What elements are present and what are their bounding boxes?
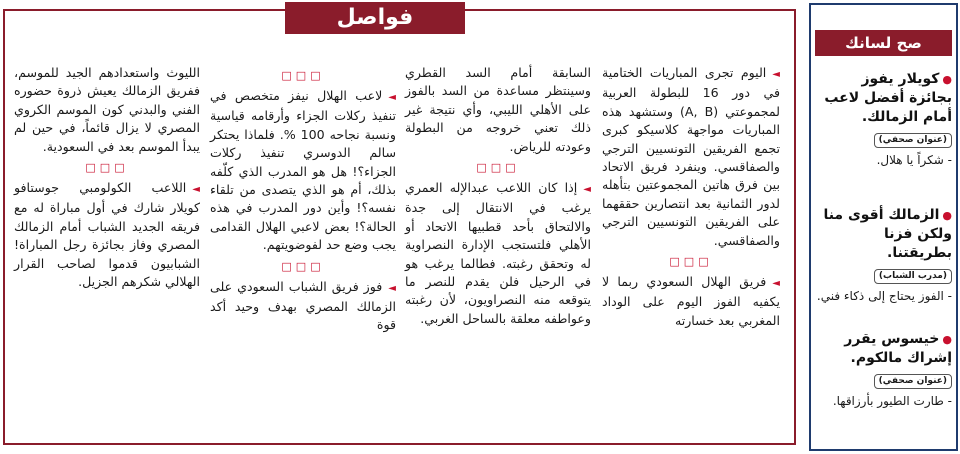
paragraph-text: اللاعب الكولومبي جوستافو كويلار شارك في أول مباراة له مع فريقه الجديد الشباب أمام الزمالك المصري وفاز بجائزة رجل المباراة! الشبابيون قدموا لصاحب القرار الهلالي شكرهم الجزيل. bbox=[14, 180, 200, 290]
sidebar-title: صح لسانك bbox=[815, 30, 952, 56]
paragraph-marker-icon: ◄ bbox=[583, 184, 591, 196]
section-separator: □□□ bbox=[476, 161, 520, 175]
sidebar-item bbox=[816, 206, 952, 305]
article-column-4 bbox=[14, 64, 200, 291]
paragraph-marker-icon: ◄ bbox=[388, 282, 396, 294]
sidebar-source: (عنوان صحفي) bbox=[874, 133, 952, 148]
paragraph-marker-icon: ◄ bbox=[192, 184, 200, 196]
section-separator: □□□ bbox=[281, 69, 325, 82]
article-paragraph bbox=[602, 64, 780, 250]
sidebar-source: (عنوان صحفي) bbox=[874, 374, 952, 389]
paragraph-marker-icon: ◄ bbox=[388, 92, 396, 103]
paragraph-text: لاعب الهلال نيفز متخصص في تنفيذ ركلات الجزاء وأرقامه قياسية ونسبة نجاحه 100 %. فلماذا يحتكر سالم الدوسري تنفيذ ركلات الجزاء؟! هل هو المدرب الذي كلّفه بذلك، أم هو الذي يتصدى من تلقاء نفسه؟! وأين دور المدرب في هذه الحالة؟! بعض لاعبي الهلال القدامى يجب وضع حد لفوضويتهم. bbox=[210, 88, 397, 253]
sidebar-quote: - شكراً يا هلال. bbox=[876, 153, 952, 167]
article-paragraph bbox=[210, 87, 396, 255]
sidebar-source: (مدرب الشباب) bbox=[874, 269, 952, 284]
paragraph-marker-icon: ◄ bbox=[772, 278, 780, 290]
paragraph-text: الليوث واستعدادهم الجيد للموسم، ففريق الزمالك يعيش ذروة حضوره الفني والبدني كون الموسم الكروي المصري لا يزال قائماً، في حين لم يبدأ الموسم بعد في السعودية. bbox=[14, 65, 200, 154]
sidebar-headline: ●خيسوس يقرر إشراك مالكوم. bbox=[844, 331, 952, 366]
sidebar-quote: - طارت الطيور بأرزاقها. bbox=[832, 394, 952, 408]
paragraph-text: اليوم تجرى المباريات الختامية في دور 16 للبطولة العربية لمجموعتي (A, B) وستشهد هذه المباريات مواجهة كلاسيكو كبرى تجمع الفريقين التونسيين الترجي والصفاقسي. وينفرد فريق الاتحاد بين فرق هاتين المجموعتين بتأهله لدور الثمانية بعد انتصارين حققهما على الفريقين التونسيين الترجي والصفاقسي. bbox=[602, 65, 781, 248]
article-paragraph bbox=[602, 273, 780, 330]
bullet-icon: ● bbox=[942, 333, 952, 346]
bullet-icon: ● bbox=[942, 209, 952, 222]
bullet-icon: ● bbox=[942, 73, 952, 86]
article-column-1 bbox=[602, 64, 780, 330]
sidebar-headline: ●الزمالك أقوى منا ولكن فزنا بطريقتنا. bbox=[823, 207, 952, 261]
article-paragraph bbox=[14, 64, 200, 156]
article-paragraph bbox=[14, 179, 200, 291]
article-paragraph bbox=[405, 179, 591, 328]
sidebar-headline: ●كويلار يفوز بجائزة أفضل لاعب أمام الزمالك. bbox=[824, 71, 952, 125]
section-separator: □□□ bbox=[669, 255, 713, 269]
section-separator: □□□ bbox=[281, 259, 325, 273]
paragraph-marker-icon: ◄ bbox=[772, 69, 780, 80]
article-paragraph bbox=[405, 64, 591, 156]
paragraph-text: فريق الهلال السعودي ربما لا يكفيه الفوز اليوم على الوداد المغربي بعد خسارته bbox=[602, 274, 780, 328]
paragraph-text: السابقة أمام السد القطري وسينتظر مساعدة من السد بالفوز على الأهلي الليبي، وأي نتيجة غير ذلك تعني خروجه من البطولة وعودته للرياض. bbox=[405, 65, 591, 154]
paragraph-text: فوز فريق الشباب السعودي على الزمالك المصري بهدف وحيد أكد قوة bbox=[210, 278, 396, 333]
article-column-2 bbox=[405, 64, 591, 328]
sidebar-quote: - الفوز يحتاج إلى ذكاء فني. bbox=[816, 289, 952, 303]
section-separator: □□□ bbox=[85, 161, 129, 175]
sidebar-item bbox=[816, 70, 952, 169]
paragraph-text: إذا كان اللاعب عبدالإله العمري يرغب في الانتقال إلى جدة والالتحاق بأحد قطبيها الاتحاد أو الأهلي فلتستجب الإدارة النصراوية له وتحقق رغبته. فطالما يرغب هو في الرحيل فلن يقدم للنصر ما يتوقعه منه النصراويون، لأن رغبته وعواطفه معلقة بالساحل الغربي. bbox=[405, 180, 591, 326]
article-column-3 bbox=[210, 64, 396, 335]
article-paragraph bbox=[210, 278, 396, 335]
main-title: فواصل bbox=[285, 2, 465, 34]
sidebar-item bbox=[816, 330, 952, 410]
